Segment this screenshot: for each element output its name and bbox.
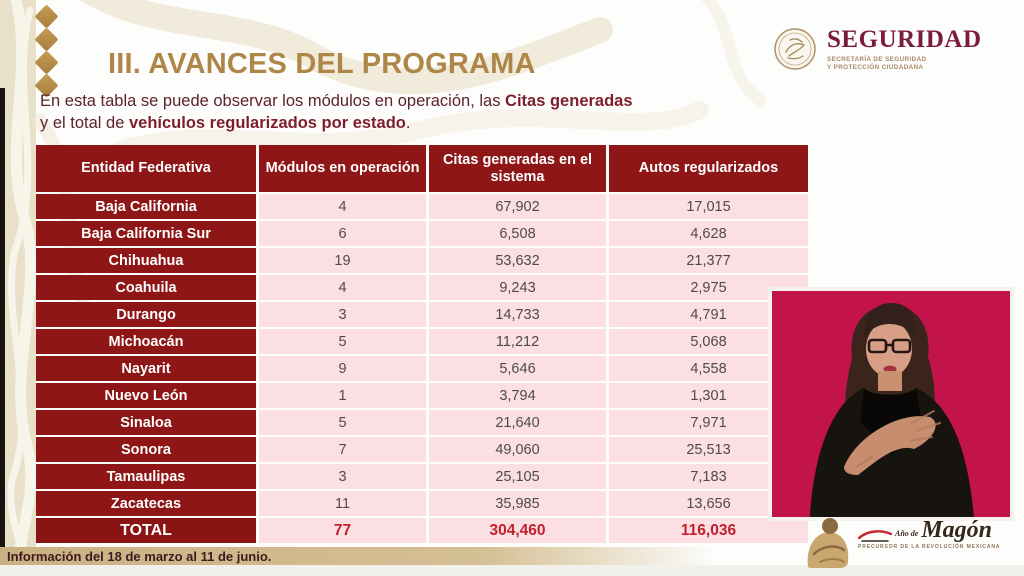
total-modulos-cell: 77 <box>259 518 426 543</box>
column-header-modulos: Módulos en operación <box>259 145 426 192</box>
state-cell: Tamaulipas <box>36 464 256 489</box>
diamond-bullets <box>31 8 55 100</box>
autos-cell: 4,791 <box>609 302 808 327</box>
state-cell: Sinaloa <box>36 410 256 435</box>
government-seal-icon <box>772 26 818 72</box>
page-title: III. AVANCES DEL PROGRAMA <box>108 48 536 80</box>
states-table <box>36 145 808 543</box>
diamond-bullet-icon <box>34 4 58 28</box>
state-cell: Sonora <box>36 437 256 462</box>
diamond-bullet-icon <box>34 50 58 74</box>
state-cell: Michoacán <box>36 329 256 354</box>
magon-wordmark: Magón <box>921 517 993 543</box>
state-cell: Coahuila <box>36 275 256 300</box>
modulos-cell: 5 <box>259 410 426 435</box>
citas-cell: 14,733 <box>429 302 606 327</box>
state-cell: Chihuahua <box>36 248 256 273</box>
autos-cell: 21,377 <box>609 248 808 273</box>
diamond-bullet-icon <box>34 27 58 51</box>
autos-cell: 7,971 <box>609 410 808 435</box>
autos-cell: 25,513 <box>609 437 808 462</box>
autos-cell: 1,301 <box>609 383 808 408</box>
autos-cell: 13,656 <box>609 491 808 516</box>
subtitle-period: . <box>405 114 411 132</box>
magon-ano-de-text: Año de <box>895 529 919 538</box>
state-cell: Nuevo León <box>36 383 256 408</box>
modulos-cell: 11 <box>259 491 426 516</box>
magon-logo <box>800 514 1020 572</box>
citas-cell: 25,105 <box>429 464 606 489</box>
citas-cell: 9,243 <box>429 275 606 300</box>
seguridad-wordmark: SEGURIDAD <box>827 26 982 53</box>
column-header-citas: Citas generadas en el sistema <box>429 145 606 192</box>
seguridad-subtitle-line2: Y PROTECCIÓN CIUDADANA <box>827 64 924 71</box>
column-header-entidad: Entidad Federativa <box>36 145 256 192</box>
autos-cell: 17,015 <box>609 194 808 219</box>
modulos-cell: 19 <box>259 248 426 273</box>
citas-cell: 21,640 <box>429 410 606 435</box>
interpreter-illustration <box>772 291 1010 517</box>
subtitle-bold-vehiculos: vehículos regularizados por estado <box>128 114 406 132</box>
state-cell: Nayarit <box>36 356 256 381</box>
modulos-cell: 5 <box>259 329 426 354</box>
citas-cell: 3,794 <box>429 383 606 408</box>
modulos-cell: 3 <box>259 464 426 489</box>
footer-info-bar <box>0 547 780 565</box>
modulos-cell: 4 <box>259 275 426 300</box>
modulos-cell: 4 <box>259 194 426 219</box>
subtitle-text: y el total de <box>40 114 129 132</box>
modulos-cell: 9 <box>259 356 426 381</box>
citas-cell: 6,508 <box>429 221 606 246</box>
state-cell: Baja California <box>36 194 256 219</box>
state-cell: Zacatecas <box>36 491 256 516</box>
seguridad-logo <box>772 26 982 72</box>
modulos-cell: 7 <box>259 437 426 462</box>
column-header-autos: Autos regularizados <box>609 145 808 192</box>
autos-cell: 4,558 <box>609 356 808 381</box>
autos-cell: 5,068 <box>609 329 808 354</box>
subtitle-bold-citas: Citas generadas <box>505 92 633 110</box>
modulos-cell: 1 <box>259 383 426 408</box>
subtitle-text: En esta tabla se puede observar los módulos en operación, las <box>40 92 506 110</box>
footer-info-text: Información del 18 de marzo al 11 de junio. <box>7 548 272 564</box>
autos-cell: 2,975 <box>609 275 808 300</box>
sign-language-interpreter-video <box>768 287 1014 521</box>
citas-cell: 11,212 <box>429 329 606 354</box>
total-autos-cell: 116,036 <box>609 518 808 543</box>
state-cell: Durango <box>36 302 256 327</box>
autos-cell: 7,183 <box>609 464 808 489</box>
total-label-cell: TOTAL <box>36 518 256 543</box>
total-citas-cell: 304,460 <box>429 518 606 543</box>
citas-cell: 5,646 <box>429 356 606 381</box>
citas-cell: 49,060 <box>429 437 606 462</box>
citas-cell: 53,632 <box>429 248 606 273</box>
citas-cell: 35,985 <box>429 491 606 516</box>
state-cell: Baja California Sur <box>36 221 256 246</box>
magon-swoosh-icon <box>858 528 892 542</box>
modulos-cell: 6 <box>259 221 426 246</box>
subtitle <box>40 90 800 134</box>
modulos-cell: 3 <box>259 302 426 327</box>
screen-left-edge <box>0 88 5 576</box>
autos-cell: 4,628 <box>609 221 808 246</box>
citas-cell: 67,902 <box>429 194 606 219</box>
magon-portrait-icon <box>800 514 854 570</box>
magon-caption: PRECURSOR DE LA REVOLUCIÓN MEXICANA <box>858 544 1001 550</box>
seguridad-subtitle-line1: SECRETARÍA DE SEGURIDAD <box>827 56 927 63</box>
